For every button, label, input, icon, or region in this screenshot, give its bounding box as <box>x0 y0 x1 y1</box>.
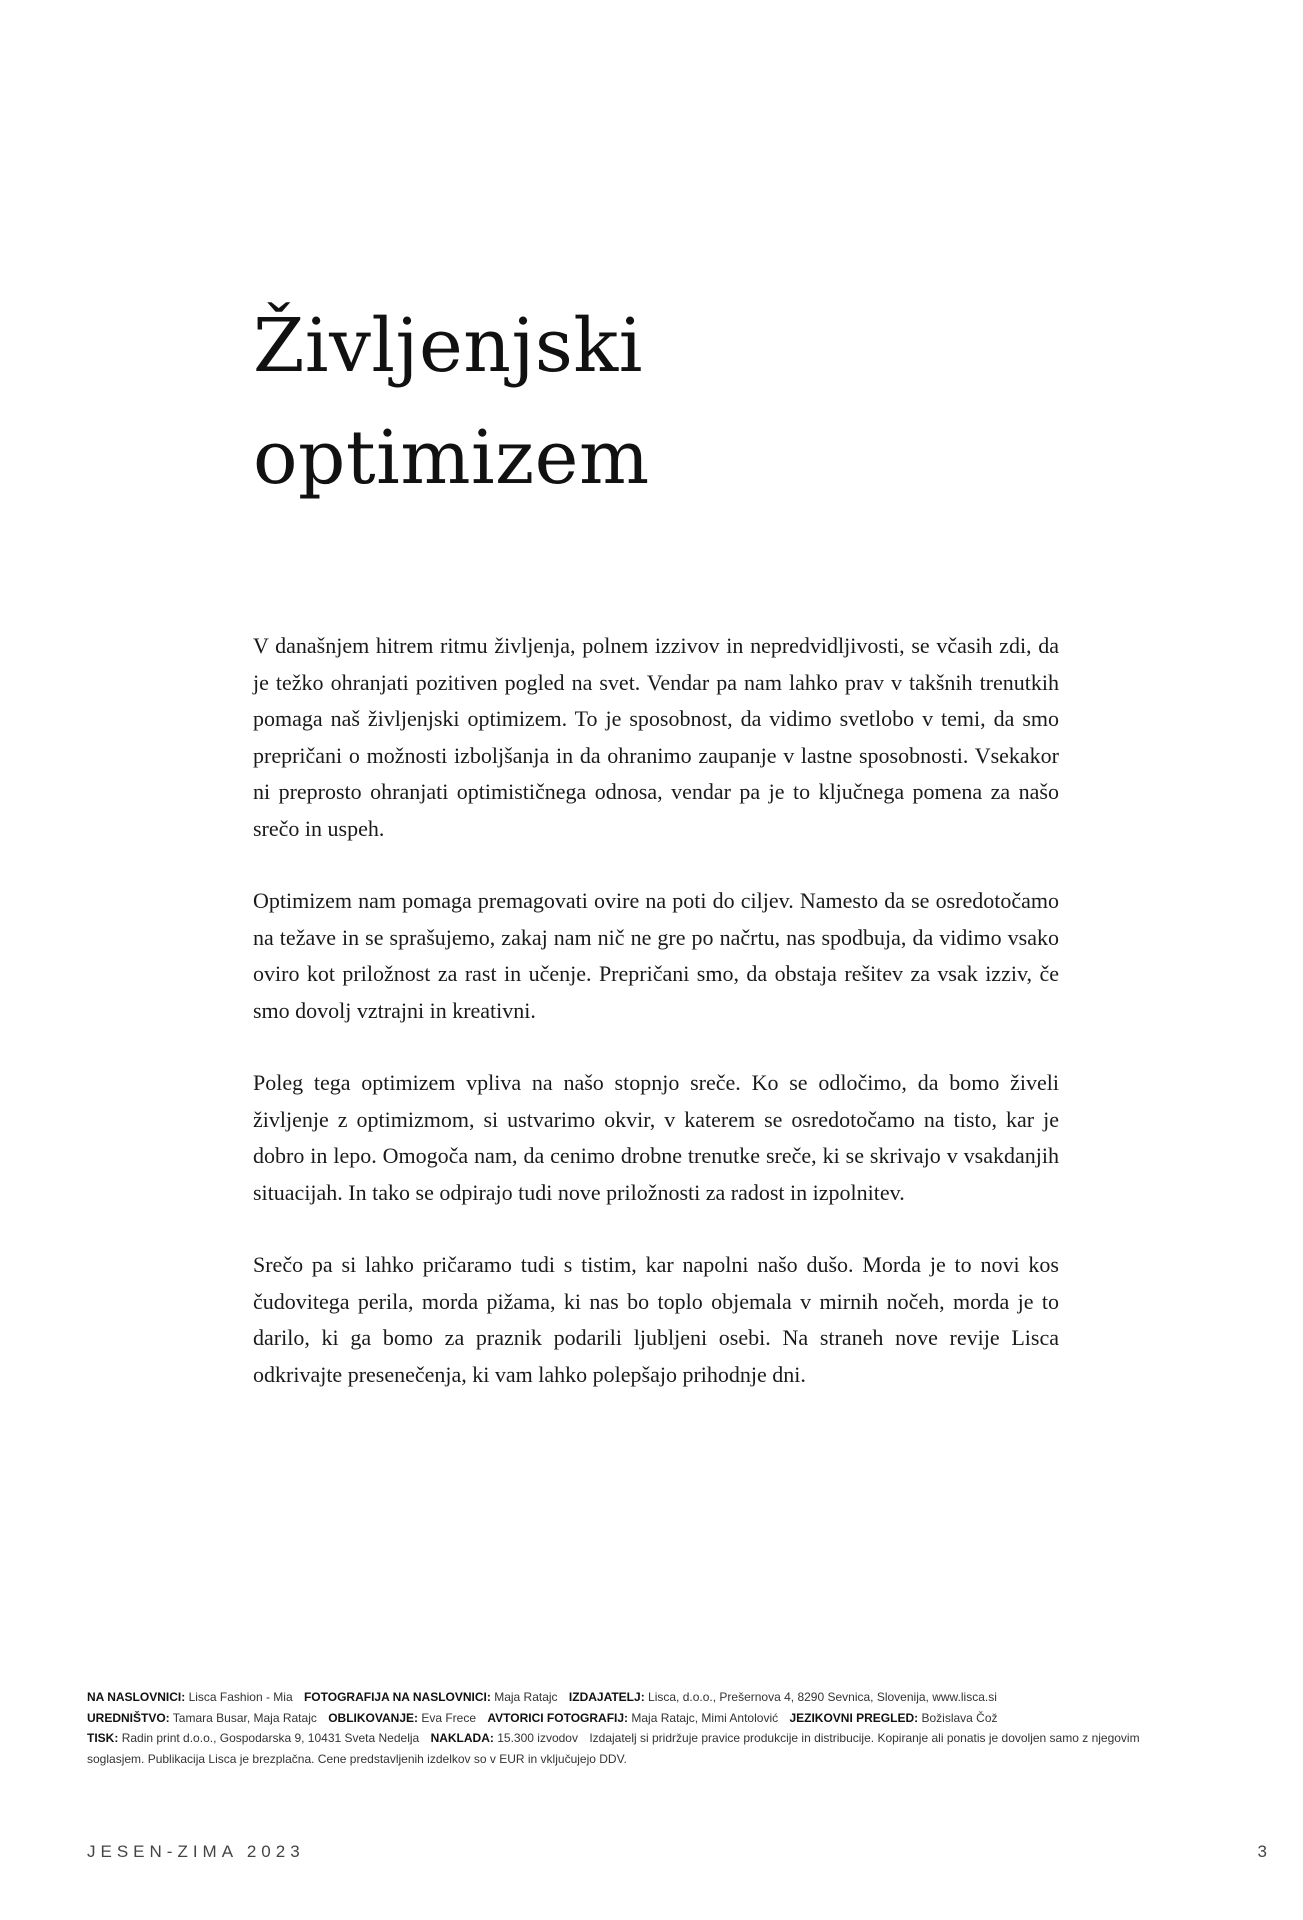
article-title <box>253 290 650 514</box>
cover-photo-value: Maja Ratajc <box>494 1690 558 1704</box>
article-body <box>253 628 1059 1429</box>
design-label: OBLIKOVANJE: <box>328 1710 418 1725</box>
print-label: TISK: <box>87 1731 119 1745</box>
proofreading-value: Božislava Čož <box>921 1710 998 1725</box>
article-title-line-1: Življenjski <box>253 303 643 389</box>
page-number: 3 <box>1257 1842 1267 1861</box>
cover-photo-label: FOTOGRAFIJA NA NASLOVNICI: <box>303 1690 491 1704</box>
design-value: Eva Frece <box>421 1710 477 1725</box>
editorial-value: Tamara Busar, Maja Ratajc <box>172 1710 317 1725</box>
imprint-line-2 <box>87 1708 1237 1729</box>
article-paragraph: Poleg tega optimizem vpliva na našo stopnjo sreče. Ko se odločimo, da bomo živeli življenje z optimizmom, si ustvarimo okvir, v katerem se osredotočamo na tisto, kar je dobro in lepo. Omogoča nam, da cenimo drobne trenutke sreče, ki se skrivajo v vsakdanjih situacijah. In tako se odpirajo tudi nove priložnosti za radost in izpolnitev. <box>253 1070 1059 1205</box>
circulation-label: NAKLADA: <box>430 1731 494 1745</box>
photographers-value: Maja Ratajc, Mimi Antolović <box>631 1710 779 1725</box>
editorial-label: UREDNIŠTVO: <box>87 1710 170 1725</box>
article-paragraph: Srečo pa si lahko pričaramo tudi s tistim, kar napolni našo dušo. Morda je to novi kos čudovitega perila, morda pižama, ki nas bo toplo objemala v mirnih nočeh, morda je to darilo, ki ga bomo za praznik podarili ljubljeni osebi. Na straneh nove revije Lisca odkrivajte presenečenja, ki vam lahko polepšajo prihodnje dni. <box>253 1252 1059 1387</box>
circulation-value: 15.300 izvodov <box>497 1731 578 1745</box>
article-paragraph: V današnjem hitrem ritmu življenja, polnem izzivov in nepredvidljivosti, se včasih zdi, da je težko ohranjati pozitiven pogled na svet. Vendar pa nam lahko prav v takšnih trenutkih pomaga naš življenjski optimizem. To je sposobnost, da vidimo svetlobo v temi, da smo prepričani o možnosti izboljšanja in da ohranimo zaupanje v lastne sposobnosti. Vsekakor ni preprosto ohranjati optimističnega odnosa, vendar pa je to ključnega pomena za našo srečo in uspeh. <box>253 633 1059 841</box>
photographers-label: AVTORICI FOTOGRAFIJ: <box>487 1710 629 1725</box>
cover-label: NA NASLOVNICI: <box>87 1690 186 1704</box>
article-paragraph: Optimizem nam pomaga premagovati ovire na poti do ciljev. Namesto da se osredotočamo na težave in se sprašujemo, zakaj nam nič ne gre po načrtu, nas spodbuja, da vidimo vsako oviro kot priložnost za rast in učenje. Prepričani smo, da obstaja rešitev za vsak izziv, če smo dovolj vztrajni in kreativni. <box>253 888 1059 1023</box>
season-label: JESEN-ZIMA 2023 <box>87 1842 305 1861</box>
proofreading-label: JEZIKOVNI PREGLED: <box>789 1710 919 1725</box>
imprint-line-1 <box>87 1687 1237 1708</box>
article-title-line-2: optimizem <box>253 415 650 501</box>
rights-text-continued: soglasjem. Publikacija Lisca je brezplačna. Cene predstavljenih izdelkov so v EUR in vključujejo DDV. <box>87 1751 627 1766</box>
rights-text: Izdajatelj si pridržuje pravice produkcije in distribucije. Kopiranje ali ponatis je dovoljen samo z njegovim <box>589 1731 1140 1745</box>
publisher-label: IZDAJATELJ: <box>568 1690 645 1704</box>
cover-value: Lisca Fashion - Mia <box>188 1690 293 1704</box>
publisher-value: Lisca, d.o.o., Prešernova 4, 8290 Sevnica, Slovenija, www.lisca.si <box>648 1690 997 1704</box>
imprint-line-3 <box>87 1728 1237 1749</box>
print-value: Radin print d.o.o., Gospodarska 9, 10431 Sveta Nedelja <box>121 1731 420 1745</box>
imprint <box>87 1687 1237 1769</box>
imprint-line-4 <box>87 1749 1237 1770</box>
